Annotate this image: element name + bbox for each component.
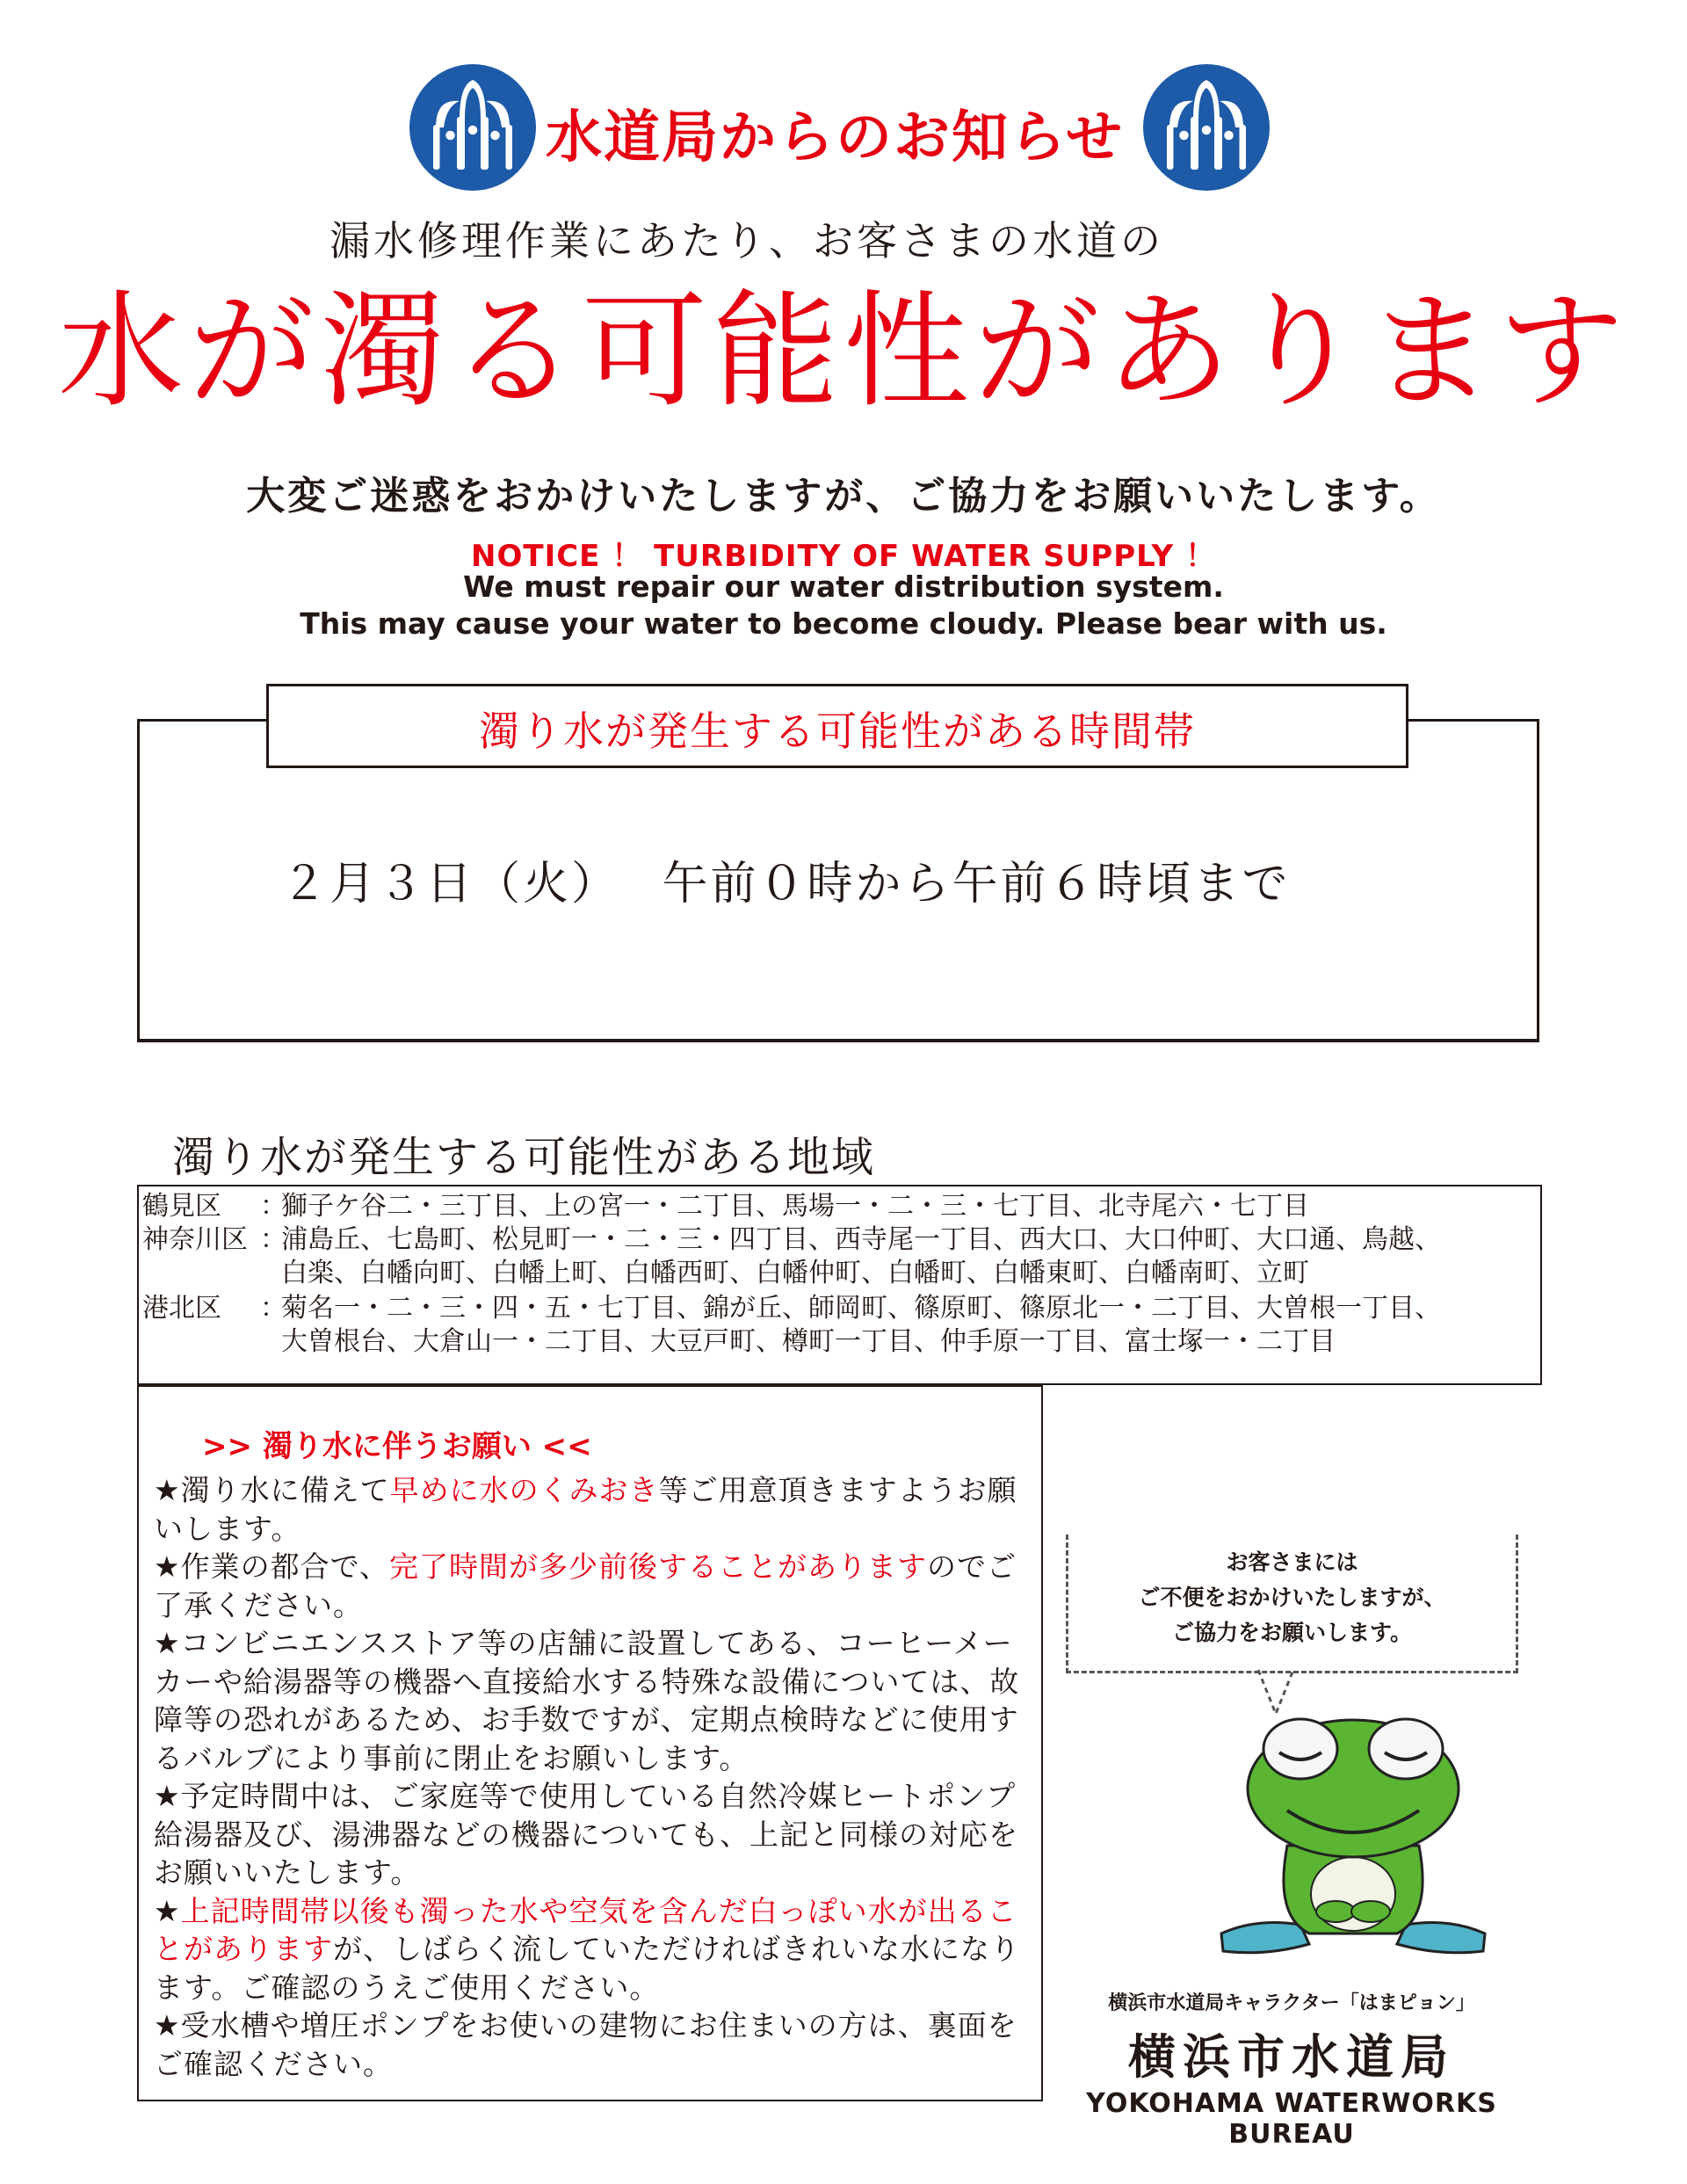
ward-name: 鶴見区	[142, 1191, 221, 1222]
waterworks-logo-icon	[1140, 62, 1272, 193]
time-period-label: 濁り水が発生する可能性がある時間帯	[479, 707, 1196, 755]
speech-bubble-tail	[1256, 1668, 1295, 1717]
bureau-name-jp: 横浜市水道局	[1128, 2029, 1455, 2085]
request-item: ★受水槽や増圧ポンプをお使いの建物にお住まいの方は、裏面をご確認ください。	[154, 2008, 1017, 2081]
main-headline: 水が濁る可能性があります	[58, 278, 1629, 424]
ward-name: 神奈川区	[142, 1224, 248, 1255]
english-notice-line-1: We must repair our water distribution system.	[463, 570, 1224, 604]
time-period-text: ２月３日（火） 午前０時から午前６時頃まで	[281, 858, 1291, 911]
request-item: ★予定時間中は、ご家庭等で使用している自然冷媒ヒートポンプ給湯器及び、湯沸器などの機器についても、上記と同様の対応をお願いいたします。	[154, 1779, 1019, 1890]
waterworks-logo-icon	[407, 62, 539, 193]
town-list: 菊名一・二・三・四・五・七丁目、錦が丘、師岡町、篠原町、篠原北一・二丁目、大曽根一丁目、	[281, 1293, 1441, 1324]
notice-header-title: 水道局からのお知らせ	[545, 105, 1125, 171]
speech-bubble-text: お客さまには ご不便をおかけいたしますが、 ご協力をお願いします。	[1138, 1549, 1446, 1645]
english-notice-line-2: This may cause your water to become cloudy. Please bear with us.	[300, 606, 1387, 641]
area-title: 濁り水が発生する可能性がある地域	[172, 1133, 876, 1182]
requests-list	[154, 1471, 1032, 2083]
request-item: ★コンビニエンスストア等の店舗に設置してある、コーヒーメーカーや給湯器等の機器へ直接給水する特殊な設備については、故障等の恐れがあるため、お手数ですが、定期点検時などに使用するバルブにより事前に閉止をお願いします。	[154, 1626, 1020, 1775]
request-item: ★濁り水に備えて早めに水のくみおき等ご用意頂きますようお願いします。	[154, 1473, 1017, 1546]
town-list: 大曽根台、大倉山一・二丁目、大豆戸町、樽町一丁目、仲手原一丁目、富士塚一・二丁目	[281, 1326, 1336, 1357]
request-item: ★上記時間帯以後も濁った水や空気を含んだ白っぽい水が出ることがありますが、しばらく流していただければきれいな水になります。ご確認のうえご使用ください。	[154, 1893, 1020, 2005]
apology-text: 大変ご迷惑をおかけいたしますが、ご協力をお願いいたします。	[246, 474, 1441, 519]
town-list: 白楽、白幡向町、白幡上町、白幡西町、白幡仲町、白幡町、白幡東町、白幡南町、立町	[281, 1258, 1309, 1288]
intro-text: 漏水修理作業にあたり、お客さまの水道の	[329, 217, 1164, 265]
english-notice-title: NOTICE ！ TURBIDITY OF WATER SUPPLY ！	[471, 539, 1216, 574]
request-item: ★作業の都合で、完了時間が多少前後することがありますのでご了承ください。	[154, 1549, 1017, 1622]
requests-title: >> 濁り水に伴うお願い <<	[202, 1429, 592, 1464]
bureau-name-en: YOKOHAMA WATERWORKS BUREAU	[1086, 2088, 1497, 2150]
hamapyon-frog-character	[1204, 1714, 1502, 1977]
area-list-box: 鶴見区 ： 獅子ケ谷二・三丁目、上の宮一・二丁目、馬場一・二・三・七丁目、北寺尾六・七丁目 神奈川区 ： 浦島丘、七島町、松見町一・二・三・四丁目、西寺尾一丁目、西大口、大口仲町、大口通、鳥越、 白楽、白幡向町、白幡上町、白幡西町、白幡仲町、白幡町、白幡東町、白幡南町、立町 港北区 ： 菊名一・二・三・四・五・七丁目、錦が丘、師岡町、篠原町、篠原北一・二丁目、大曽根一丁目、 大曽根台、大倉山一・二丁目、大豆戸町、樽町一丁目、仲手原一丁目、富士塚一・二丁目	[137, 1185, 1542, 1385]
town-list: 獅子ケ谷二・三丁目、上の宮一・二丁目、馬場一・二・三・七丁目、北寺尾六・七丁目	[281, 1191, 1309, 1222]
character-caption: 横浜市水道局キャラクター「はまピョン」	[1108, 1992, 1475, 2014]
town-list: 浦島丘、七島町、松見町一・二・三・四丁目、西寺尾一丁目、西大口、大口仲町、大口通、鳥越、	[281, 1224, 1441, 1255]
ward-name: 港北区	[142, 1293, 221, 1324]
